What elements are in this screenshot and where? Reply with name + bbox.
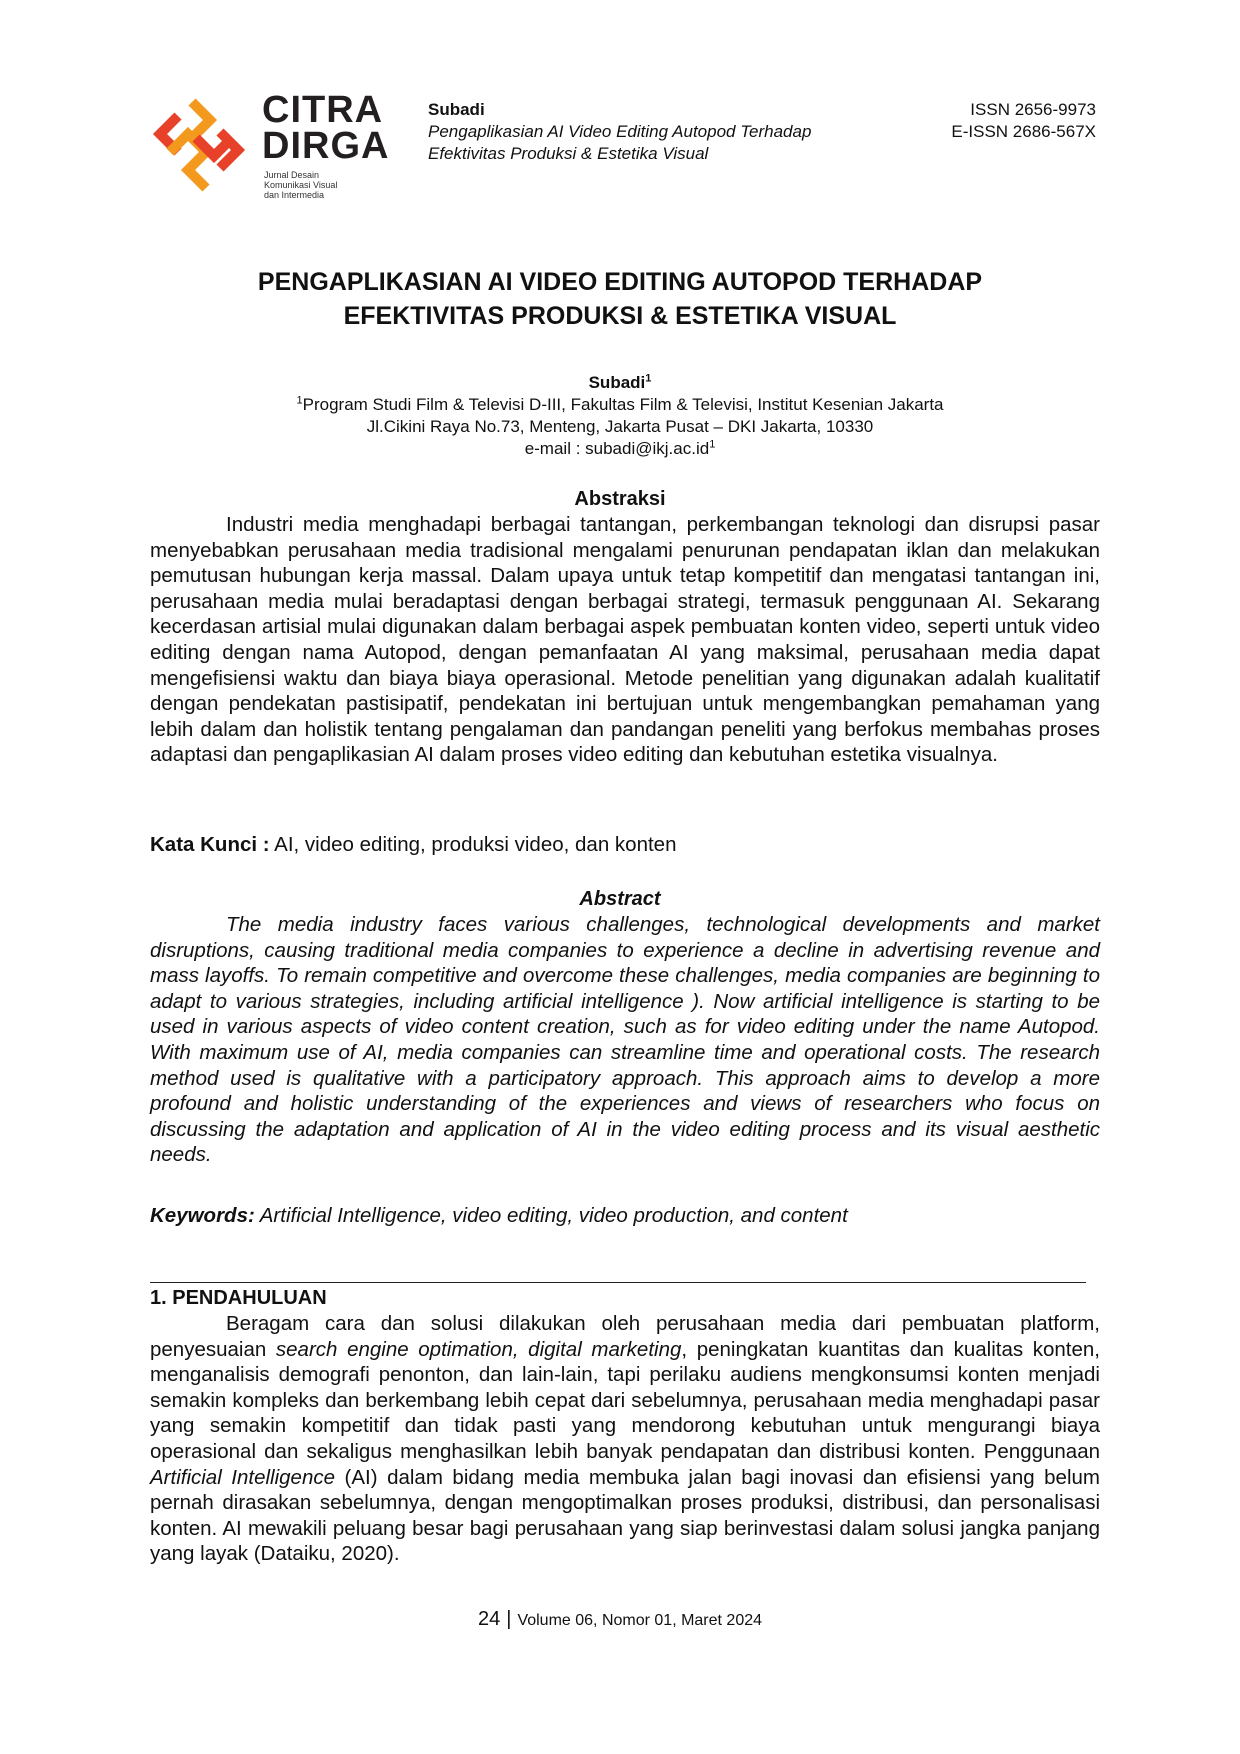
kata-kunci-text: AI, video editing, produksi video, dan konten [269,833,677,856]
intro-paragraph [150,1311,1100,1567]
logo-tagline-1: Jurnal Desain [264,170,320,180]
paper-title-line-2: EFEKTIVITAS PRODUKSI & ESTETIKA VISUAL [343,302,897,330]
intro-heading: 1. PENDAHULUAN [150,1287,327,1309]
running-title-1: Pengaplikasian AI Video Editing Autopod Terhadap [428,122,812,141]
journal-logo [150,89,400,202]
issn-block [951,99,1096,143]
logo-line-1: CITRA [262,89,384,131]
abstraksi-heading: Abstraksi [574,488,666,510]
intro-text-3: (AI) dalam bidang media membuka jalan bagi inovasi dan efisiensi yang belum pernah dirasakan sebelumnya, dengan mengoptimalkan proses produksi, distribusi, dan personalisasi konten. AI mewakili peluang besar bagi perusahaan yang siap berinvestasi dalam solusi jangka panjang yang layak (Dataiku, 2020). [150,1465,1100,1566]
section-divider [150,1282,1086,1283]
issn: ISSN 2656-9973 [970,100,1096,119]
kata-kunci [150,833,1100,857]
page-footer [0,1608,1240,1631]
kata-kunci-label: Kata Kunci : [150,833,270,856]
abstract-paragraph: The media industry faces various challenges, technological developments and market disruptions, causing traditional media companies to experience a decline in advertising revenue and mass layoffs. To remain competitive and overcome these challenges, media companies are beginning to adapt to various strategies, including artificial intelligence ). Now artificial intelligence is starting to be used in various aspects of video content creation, such as for video editing under the name Autopod. With maximum use of AI, media companies can streamline time and operational costs. The research method used is qualitative with a participatory approach. This approach aims to develop a more profound and holistic understanding of the experiences and views of researchers who focus on discussing the adaptation and application of AI in the video editing process and its visual aesthetic needs. [150,913,1100,1167]
running-title-2: Efektivitas Produksi & Estetika Visual [428,144,709,163]
running-author: Subadi [428,100,485,119]
logo-tagline-2: Komunikasi Visual [264,180,338,190]
page-number: 24 [477,1608,501,1630]
citra-dirga-logo-icon [150,94,260,196]
intro-text-1: Beragam cara dan solusi dilakukan oleh perusahaan media dari pembuatan platform, penyesuaian [150,1312,1100,1361]
author-block [150,372,1090,460]
affiliation [150,394,1090,416]
affiliation-text: Program Studi Film & Televisi D-III, Fakultas Film & Televisi, Institut Kesenian Jakarta [302,395,944,414]
author-name-text: Subadi [588,373,646,392]
abstraksi-paragraph: Industri media menghadapi berbagai tantangan, perkembangan teknologi dan disrupsi pasar menyebabkan perusahaan media tradisional mengalami penurunan pendapatan iklan dan melakukan pemutusan hubungan kerja massal. Dalam upaya untuk tetap kompetitif dan mengatasi tantangan ini, perusahaan media mulai beradaptasi dengan berbagai strategi, termasuk penggunaan AI. Sekarang kecerdasan artisial mulai digunakan dalam berbagai aspek pembuatan konten video, seperti untuk video editing dengan nama Autopod, dengan pemanfaatan AI yang maksimal, perusahaan media dapat mengefisiensi waktu dan biaya biaya operasional. Metode penelitian yang digunakan adalah kualitatif dengan pendekatan pastisipatif, pendekatan ini bertujuan untuk mengembangkan pemahaman yang lebih dalam dan holistik tentang pengalaman dan pandangan peneliti yang berfokus membahas proses adaptasi dan pengaplikasian AI dalam proses video editing dan kebutuhan estetika visualnya. [150,513,1100,767]
paper-title [150,265,1090,333]
volume-info: Volume 06, Nomor 01, Maret 2024 [517,1612,763,1629]
intro-body [150,1311,1100,1567]
intro-italic-1: search engine optimation, digital marketing [275,1337,682,1361]
logo-tagline-3: dan Intermedia [264,190,325,200]
logo-line-2: DIRGA [262,125,390,167]
keywords-label: Keywords: [150,1204,255,1227]
intro-italic-2: Artificial Intelligence [150,1465,335,1489]
address: Jl.Cikini Raya No.73, Menteng, Jakarta Pusat – DKI Jakarta, 10330 [366,417,874,436]
logo-tagline [264,170,384,200]
author-sup: 1 [645,372,652,385]
intro-text-2: , peningkatan kuantitas dan kualitas konten, menganalisis demografi penonton, dan lain-lain, tapi perilaku audiens mengkonsumsi konten menjadi semakin kompleks dan berkembang lebih cepat dari sebelumnya, perusahaan media menghadapi pasar yang semakin kompetitif dan tidak pasti yang mendorong kebutuhan untuk mengurangi biaya operasional dan sekaligus menghasilkan lebih banyak pendapatan dan distribusi konten. Penggunaan [150,1337,1100,1463]
author-name [150,372,1090,394]
eissn: E-ISSN 2686-567X [951,122,1096,141]
keywords-text: Artificial Intelligence, video editing, video production, and content [254,1204,848,1227]
logo-wordmark [262,89,390,167]
email [150,438,1090,460]
email-text: e-mail : subadi@ikj.ac.id [524,439,710,458]
running-head [428,99,811,165]
paper-title-line-1: PENGAPLIKASIAN AI VIDEO EDITING AUTOPOD TERHADAP [257,268,983,296]
footer-separator: | [506,1608,512,1630]
abstract-heading: Abstract [579,888,661,910]
keywords [150,1204,1100,1228]
email-sup: 1 [709,438,716,451]
abstract-body [150,912,1100,1168]
affiliation-sup: 1 [296,394,303,407]
abstraksi-body [150,512,1100,768]
